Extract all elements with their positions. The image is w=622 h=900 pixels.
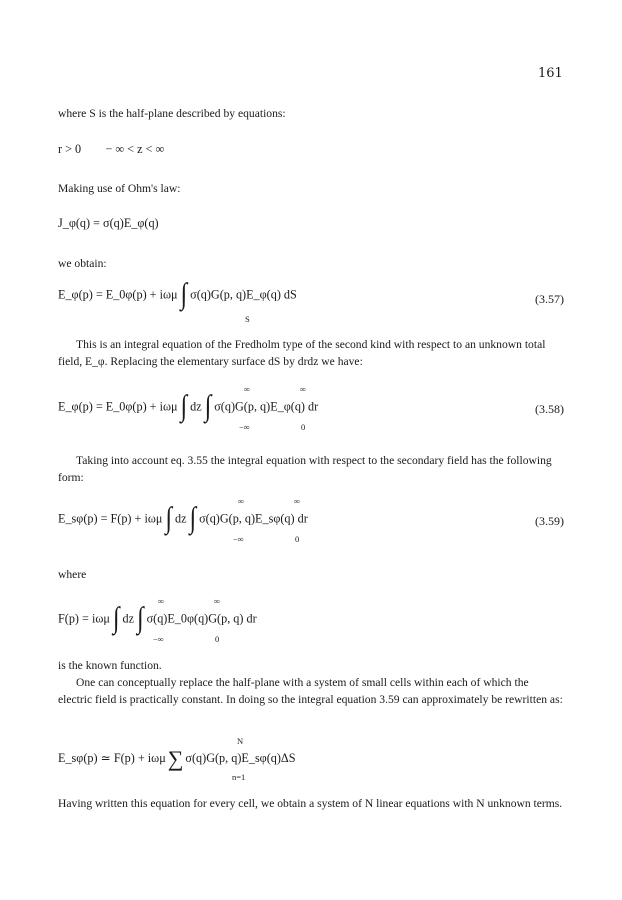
paragraph-secondary: Taking into account eq. 3.55 the integral equation with respect to the secondary field has the following form:	[58, 454, 552, 484]
equation-number-3-58: (3.58)	[535, 402, 564, 416]
integral-sign: ∫	[180, 390, 188, 424]
eq-lhs: F(p) = iωμ	[58, 611, 110, 626]
integral-sign: ∫	[165, 502, 172, 536]
eq-rhs: σ(q)E_0φ(q)G(p, q) dr	[146, 611, 257, 626]
upper-limit-2: ∞	[294, 496, 301, 506]
lower-limit-2: 0	[215, 634, 220, 644]
paragraph-system: Having written this equation for every cell, we obtain a system of N linear equations with N unknown terms.	[58, 797, 563, 810]
lower-limit-1: −∞	[239, 422, 250, 432]
integral-sign: ∫	[137, 602, 144, 636]
paragraph-obtain: we obtain:	[58, 257, 107, 270]
eq-rhs: σ(q)G(p, q)E_φ(q) dS	[190, 287, 297, 302]
paragraph-where: where	[58, 568, 87, 581]
equation-3-57	[58, 278, 297, 324]
eq-lhs: E_sφ(p) ≃ F(p) + iωμ	[58, 750, 166, 765]
ohm-equation: J_φ(q) = σ(q)E_φ(q)	[58, 216, 159, 230]
upper-limit-1: ∞	[158, 596, 165, 606]
eq-rhs: σ(q)G(p, q)E_sφ(q) dr	[199, 511, 308, 526]
eq-mid: dz	[174, 511, 187, 526]
eq-lhs: E_φ(p) = E_0φ(p) + iωμ	[58, 399, 178, 414]
sum-lower-limit: n=1	[232, 772, 246, 782]
integral-sign: ∫	[204, 390, 212, 424]
upper-limit-2: ∞	[214, 596, 221, 606]
eq-mid: dz	[190, 399, 202, 414]
eq-rhs: σ(q)G(p, q)E_φ(q) dr	[214, 399, 319, 414]
lower-limit-2: 0	[295, 534, 300, 544]
integral-subscript: S	[245, 314, 250, 324]
page-number: 161	[538, 66, 563, 81]
lower-limit-1: −∞	[233, 534, 244, 544]
upper-limit-2: ∞	[300, 384, 307, 394]
paragraph-halfplane: where S is the half-plane described by equations:	[58, 107, 286, 120]
integral-sign: ∫	[112, 602, 120, 636]
paragraph-ohm: Making use of Ohm's law:	[58, 182, 181, 195]
summation-sign: ∑	[167, 746, 184, 771]
upper-limit-1: ∞	[238, 496, 245, 506]
lower-limit-1: −∞	[153, 634, 164, 644]
eq-mid: dz	[122, 611, 134, 626]
integral-sign: ∫	[180, 278, 188, 312]
lower-limit-2: 0	[301, 422, 306, 432]
sum-upper-limit: N	[237, 736, 244, 746]
eq-lhs: E_sφ(p) = F(p) + iωμ	[58, 511, 163, 526]
paragraph-fredholm: This is an integral equation of the Fredholm type of the second kind with respect to an unknown total field, E_φ. Replacing the elementary surface dS by drdz we have:	[58, 338, 546, 368]
eq-rhs: σ(q)G(p, q)E_sφ(q)ΔS	[185, 750, 296, 765]
paragraph-cells: One can conceptually replace the half-plane with a system of small cells within each of which the electric field is practically constant. In doing so the integral equation 3.59 can approximately be rewritten as:	[58, 676, 563, 706]
integral-sign: ∫	[189, 502, 197, 536]
paragraph-known: is the known function.	[58, 659, 162, 672]
condition-equation: r > 0 − ∞ < z < ∞	[58, 142, 165, 156]
eq-lhs: E_φ(p) = E_0φ(p) + iωμ	[58, 287, 178, 302]
equation-number-3-57: (3.57)	[535, 292, 564, 306]
upper-limit-1: ∞	[244, 384, 251, 394]
equation-number-3-59: (3.59)	[535, 514, 564, 528]
